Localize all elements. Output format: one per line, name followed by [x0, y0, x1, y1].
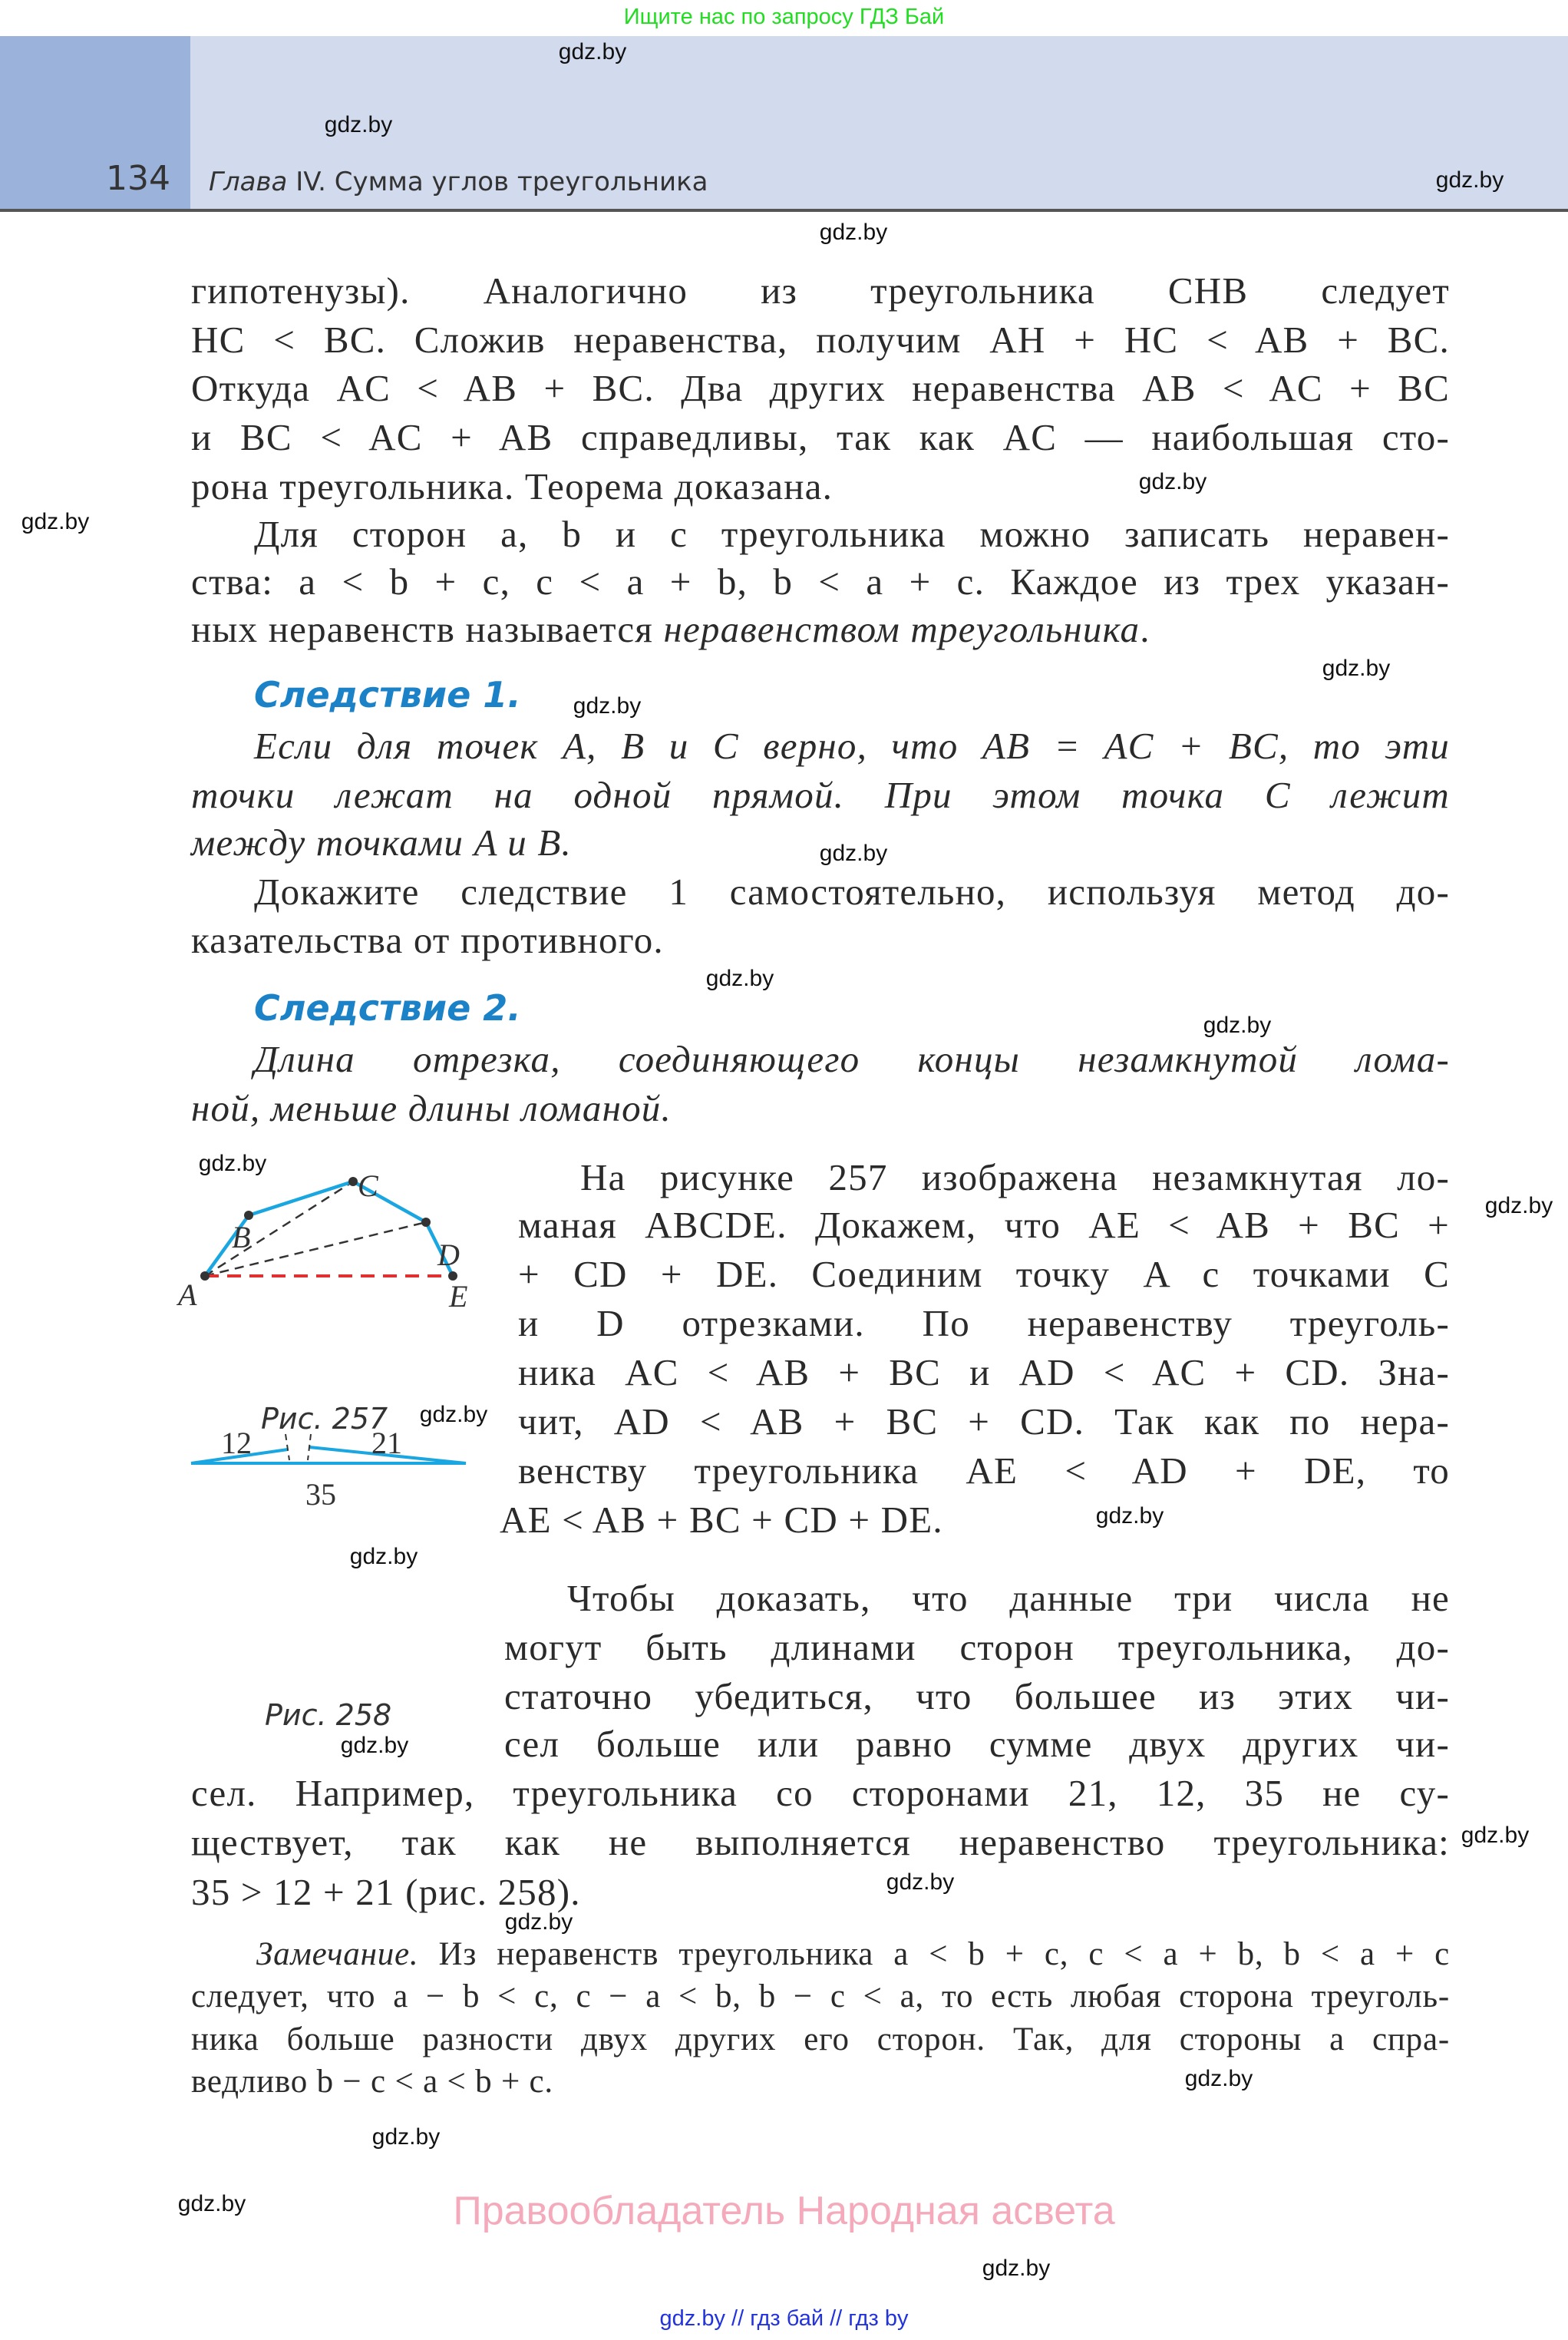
watermark: gdz.by: [1461, 1823, 1530, 1848]
remark-line: [256, 1933, 1450, 1976]
text-line: ства: a < b + c, c < a + b, b < a + c. Каждое из трех указан-: [191, 560, 1450, 603]
label-e: E: [449, 1279, 468, 1314]
watermark: gdz.by: [819, 841, 888, 866]
text-line: На рисунке 257 изображена незамкнутая ло-: [580, 1156, 1450, 1198]
text-line: чит, AD < AB + BC + CD. Так как по нера-: [518, 1400, 1450, 1443]
text-line: сел больше или равно сумме двух других чи-: [504, 1723, 1450, 1765]
watermark: gdz.by: [324, 112, 393, 137]
copyright-notice: Правообладатель Народная асвета: [453, 2189, 1115, 2233]
term-triangle-inequality: неравенством треугольника: [663, 608, 1141, 650]
page-number: 134: [106, 159, 170, 198]
footer-links[interactable]: gdz.by // гдз бай // гдз by: [659, 2306, 909, 2331]
text-line: HC < BC. Сложив неравенства, получим AH + HC < AB + BC.: [191, 319, 1450, 361]
watermark: gdz.by: [349, 1544, 418, 1569]
point-a: [200, 1271, 210, 1281]
corollary-line: точки лежат на одной прямой. При этом точка C лежит: [191, 774, 1450, 816]
text-line: AE < AB + BC + CD + DE.: [500, 1499, 943, 1541]
text-line: и D отрезками. По неравенству треуголь-: [518, 1302, 1450, 1344]
text-line: венству треугольника AE < AD + DE, то: [518, 1449, 1450, 1492]
text-line: ника AC < AB + BC и AD < AC + CD. Зна-: [518, 1351, 1450, 1393]
label-35: 35: [305, 1477, 336, 1512]
corollary-2-heading: Следствие 2.: [254, 987, 521, 1029]
watermark: gdz.by: [1322, 656, 1391, 681]
label-12: 12: [221, 1426, 252, 1460]
corollary-line: ной, меньше длины ломаной.: [191, 1087, 672, 1129]
text-line: могут быть длинами сторон треугольника, до-: [504, 1626, 1450, 1668]
text-line: сел. Например, треугольника со сторонами 21, 12, 35 не су-: [191, 1772, 1450, 1814]
watermark: gdz.by: [1435, 167, 1504, 193]
text-segment: Из неравенств треугольника a < b + c, c < a + b, b < a + c: [418, 1936, 1450, 1972]
label-21: 21: [371, 1426, 402, 1460]
figure-257-caption: Рис. 257: [261, 1402, 388, 1436]
watermark: gdz.by: [982, 2256, 1051, 2281]
corollary-line: Если для точек A, B и C верно, что AB = AC + BC, то эти: [254, 725, 1450, 767]
remark-label: Замечание.: [256, 1936, 419, 1972]
text-line: 35 > 12 + 21 (рис. 258).: [191, 1871, 581, 1913]
watermark: gdz.by: [819, 220, 888, 245]
corollary-line: между точками A и B.: [191, 821, 572, 864]
text-line: казательства от противного.: [191, 919, 664, 961]
watermark: gdz.by: [1484, 1193, 1553, 1218]
remark-line: ника больше разности двух других его сторон. Так, для стороны a спра-: [191, 2021, 1450, 2057]
text-line: статочно убедиться, что большее из этих чи-: [504, 1675, 1450, 1717]
corollary-line: Длина отрезка, соединяющего концы незамкнутой лома-: [254, 1038, 1450, 1080]
label-b: B: [232, 1220, 251, 1254]
chapter-name: IV. Сумма углов треугольника: [295, 167, 708, 197]
watermark: gdz.by: [1203, 1013, 1272, 1038]
text-segment: ных неравенств называется: [191, 608, 664, 650]
text-line: ществует, так как не выполняется неравенство треугольника:: [191, 1821, 1450, 1863]
search-banner: Ищите нас по запросу ГДЗ Бай: [623, 5, 945, 29]
text-line: Откуда AC < AB + BC. Два других неравенства AB < AC + BC: [191, 367, 1450, 409]
watermark: gdz.by: [1095, 1503, 1164, 1529]
watermark: gdz.by: [558, 39, 627, 64]
figure-258-caption: Рис. 258: [265, 1698, 392, 1732]
watermark: gdz.by: [198, 1151, 267, 1176]
watermark: gdz.by: [21, 509, 90, 534]
text-line: гипотенузы). Аналогично из треугольника CHB следует: [191, 269, 1450, 312]
watermark: gdz.by: [886, 1869, 955, 1895]
remark-line: ведливо b − c < a < b + c.: [191, 2064, 553, 2100]
corollary-1-heading: Следствие 1.: [254, 674, 521, 716]
text-line: и BC < AC + AB справедливы, так как AC — наибольшая сто-: [191, 416, 1450, 458]
watermark: gdz.by: [504, 1909, 573, 1935]
watermark: gdz.by: [371, 2124, 441, 2150]
diagonal-ac: [205, 1182, 353, 1276]
point-b: [244, 1211, 253, 1220]
arc-mark-left: [286, 1434, 289, 1460]
text-line: Докажите следствие 1 самостоятельно, используя метод до-: [254, 871, 1450, 913]
text-line: маная ABCDE. Докажем, что AE < AB + BC +: [518, 1204, 1450, 1246]
watermark: gdz.by: [1138, 469, 1207, 494]
chapter-prefix: Глава: [209, 167, 288, 197]
remark-line: следует, что a − b < c, c − a < b, b − c < a, то есть любая сторона треуголь-: [191, 1978, 1450, 2014]
watermark: gdz.by: [177, 2191, 246, 2216]
point-c: [348, 1177, 358, 1186]
watermark: gdz.by: [705, 966, 774, 991]
watermark: gdz.by: [340, 1733, 409, 1758]
text-line: Чтобы доказать, что данные три числа не: [567, 1577, 1450, 1619]
figure-258: [191, 1426, 466, 1512]
watermark: gdz.by: [573, 693, 642, 719]
label-d: D: [437, 1238, 460, 1272]
text-line: + CD + DE. Соединим точку A с точками C: [518, 1253, 1450, 1295]
watermark: gdz.by: [1184, 2066, 1253, 2091]
text-segment: .: [1140, 608, 1150, 650]
text-line: Для сторон a, b и c треугольника можно записать неравен-: [254, 513, 1450, 555]
label-c: C: [358, 1168, 378, 1203]
watermark: gdz.by: [419, 1402, 488, 1427]
label-a: A: [178, 1277, 197, 1312]
point-d: [421, 1218, 431, 1227]
text-line: рона треугольника. Теорема доказана.: [191, 465, 834, 507]
